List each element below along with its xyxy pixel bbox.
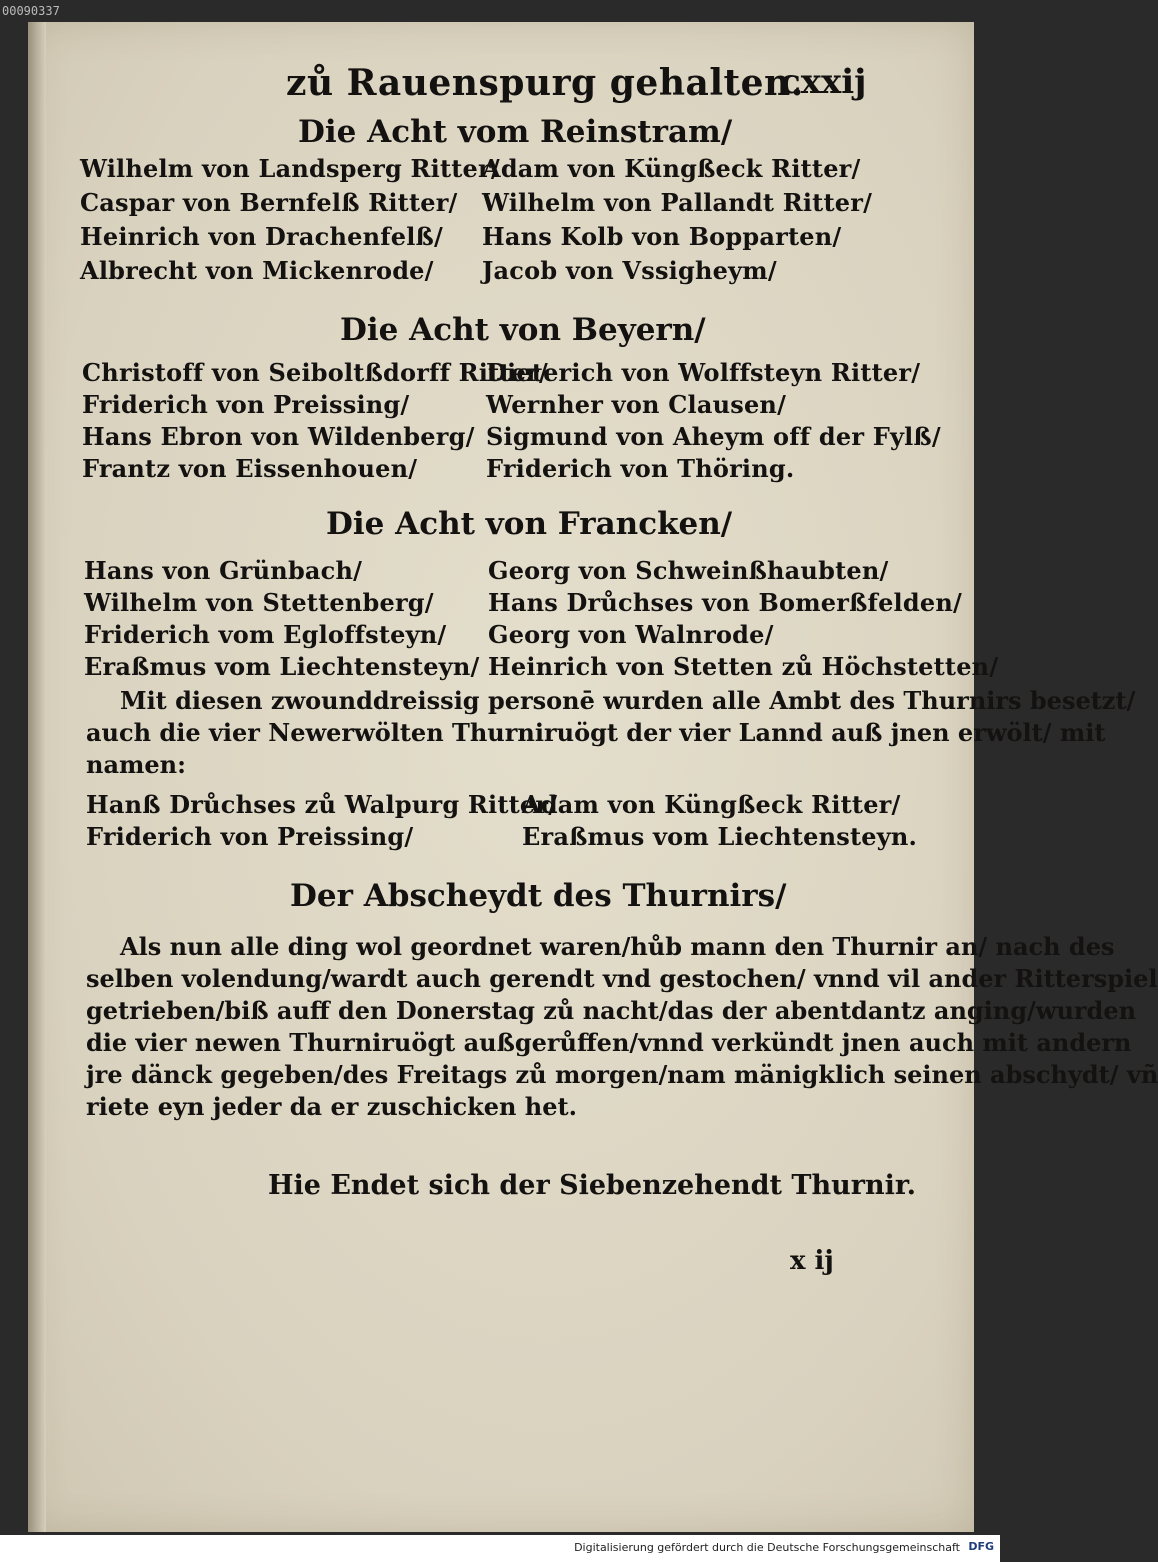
signature-mark: x ij [790,1246,834,1276]
list-item: Christoff von Seiboltßdorff Ritter/ [82,358,548,387]
footer-credit: Digitalisierung gefördert durch die Deutsche Forschungsgemeinschaft [574,1541,960,1554]
list-item: Frantz von Eissenhouen/ [82,454,418,483]
list-item: Friderich von Preissing/ [82,390,410,419]
paragraph-line: selben volendung/wardt auch gerendt vnd gestochen/ vnnd vil ander Ritterspiel [86,964,1158,993]
section-heading-francken: Die Acht von Francken/ [326,506,733,542]
page-content [28,22,1158,1532]
list-item: Hans Drůchses von Bomerßfelden/ [488,588,962,617]
section-heading-reinstram: Die Acht vom Reinstram/ [298,114,733,150]
list-item: Adam von Küngßeck Ritter/ [522,790,901,819]
list-item: Friderich vom Egloffsteyn/ [84,620,447,649]
section-heading-abscheydt: Der Abscheydt des Thurnirs/ [290,878,787,914]
paragraph-line: getrieben/biß auff den Donerstag zů nacht/das der abentdantz anging/wurden [86,996,1137,1025]
list-item: Heinrich von Stetten zů Höchstetten/ [488,652,999,681]
section-heading-beyern: Die Acht von Beyern/ [340,312,706,348]
running-head: zů Rauenspurg gehalten. [286,62,804,104]
paragraph-line: riete eyn jeder da er zuschicken het. [86,1092,577,1121]
list-item: Sigmund von Aheym off der Fylß/ [486,422,941,451]
list-item: Eraßmus vom Liechtensteyn. [522,822,918,851]
list-item: Hanß Drůchses zů Walpurg Ritter/ [86,790,558,819]
list-item: Eraßmus vom Liechtensteyn/ [84,652,480,681]
scan-id-label: 00090337 [0,0,62,22]
list-item: Wilhelm von Landsperg Ritter/ [80,154,500,183]
list-item: Hans von Grünbach/ [84,556,363,585]
list-item: Albrecht von Mickenrode/ [80,256,434,285]
paragraph-line: Als nun alle ding wol geordnet waren/hůb mann den Thurnir an/ nach des [120,932,1115,961]
list-item: Wilhelm von Pallandt Ritter/ [482,188,873,217]
paragraph-line: jre dänck gegeben/des Freitags zů morgen/nam mänigklich seinen abschydt/ vñ [86,1060,1158,1089]
book-page [28,22,1158,1532]
list-item: Dieterich von Wolffsteyn Ritter/ [486,358,921,387]
list-item: Heinrich von Drachenfelß/ [80,222,443,251]
list-item: Friderich von Preissing/ [86,822,414,851]
footer-bar [0,1535,1000,1562]
list-item: Friderich von Thöring. [486,454,795,483]
paragraph-line: namen: [86,750,186,779]
paragraph-line: die vier newen Thurniruögt außgerůffen/vnnd verkündt jnen auch mit andern [86,1028,1132,1057]
list-item: Wilhelm von Stettenberg/ [84,588,434,617]
list-item: Adam von Küngßeck Ritter/ [482,154,861,183]
list-item: Jacob von Vssigheym/ [482,256,777,285]
dfg-logo: DFG [968,1540,994,1553]
list-item: Hans Ebron von Wildenberg/ [82,422,475,451]
list-item: Hans Kolb von Bopparten/ [482,222,842,251]
folio-number: cxxij [780,62,867,102]
list-item: Georg von Walnrode/ [488,620,774,649]
list-item: Georg von Schweinßhaubten/ [488,556,889,585]
paragraph-line: Mit diesen zwounddreissig personē wurden alle Ambt des Thurnirs besetzt/ [120,686,1136,715]
list-item: Caspar von Bernfelß Ritter/ [80,188,458,217]
paragraph-line: auch die vier Newerwölten Thurniruögt der vier Lannd auß jnen erwölt/ mit [86,718,1106,747]
list-item: Wernher von Clausen/ [486,390,787,419]
closing-line: Hie Endet sich der Siebenzehendt Thurnir. [268,1170,917,1201]
